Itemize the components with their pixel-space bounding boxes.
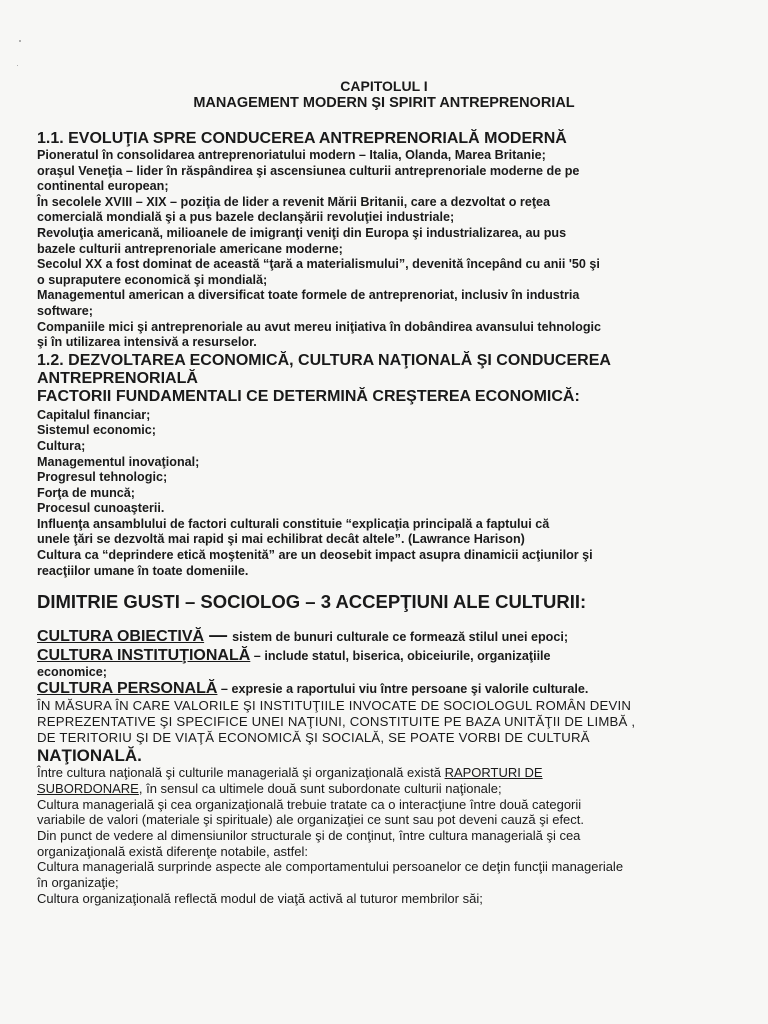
text-line: reacţiilor umane în toate domeniile. — [37, 563, 249, 578]
culture-personal-row — [37, 680, 727, 698]
text-line: Din punct de vedere al dimensiunilor structurale şi de conţinut, între cultura managerială şi cea — [37, 828, 581, 844]
list-item: Procesul cunoaşterii. — [37, 501, 165, 516]
text-line: continental european; — [37, 179, 169, 194]
culture-description: sistem de bunuri culturale ce formează stilul unei epoci; — [232, 630, 569, 645]
section-2-heading-line: 1.2. DEZVOLTAREA ECONOMICĂ, CULTURA NAŢIONALĂ ŞI CONDUCEREA — [37, 351, 611, 369]
text-line: oraşul Veneţia – lider în răspândirea şi ascensiunea culturii antreprenoriale moderne de pe — [37, 163, 580, 178]
text-line — [37, 781, 727, 797]
text-span: , în sensul ca ultimele două sunt subordonate culturii naţionale; — [138, 780, 502, 796]
text-line: Companiile mici şi antreprenoriale au avut mereu iniţiativa în dobândirea avansului tehnologic — [37, 319, 602, 334]
culture-objective-row — [37, 625, 727, 647]
text-line: variabile de valori (materiale şi spirituale) ale organizaţiei ce sunt sau pot deveni cauză şi efect. — [37, 812, 585, 828]
section-2-closing — [37, 517, 727, 579]
text-line: software; — [37, 303, 93, 318]
chapter-title: MANAGEMENT MODERN ŞI SPIRIT ANTREPRENORIAL — [193, 95, 575, 111]
culture-separator: — — [204, 625, 233, 646]
section-1-heading: 1.1. EVOLUŢIA SPRE CONDUCEREA ANTREPRENORIALĂ MODERNĂ — [37, 130, 567, 147]
scan-speck — [17, 65, 18, 66]
text-line: În secolele XVIII – XIX – poziţia de lider a revenit Mării Britanii, care a dezvoltat o reţea — [37, 194, 551, 209]
text-line: Cultura managerială şi cea organizaţională trebuie tratate ca o interacţiune între două categorii — [37, 796, 582, 812]
culture-title: CULTURA INSTITUŢIONALĂ — [37, 647, 251, 665]
culture-separator: – — [250, 649, 265, 664]
scan-speck — [19, 40, 21, 42]
underlined-phrase: SUBORDONARE — [37, 780, 139, 796]
culture-title: CULTURA PERSONALĂ — [37, 680, 218, 698]
culture-description: expresie a raportului viu între persoane şi valorile culturale. — [231, 682, 589, 697]
culture-separator: – — [217, 682, 232, 697]
text-line: comercială mondială şi a pus bazele declanşării revoluţiei industriale; — [37, 210, 455, 225]
text-line: o supraputere economică şi mondială; — [37, 272, 268, 287]
text-line: REPREZENTATIVE ŞI SPECIFICE UNEI NAŢIUNI, CONSTITUITE PE BAZA UNITĂŢII DE LIMBĂ , — [37, 714, 636, 730]
text-line: Cultura organizaţională reflectă modul de viaţă activă al tuturor membrilor săi; — [37, 890, 483, 906]
culture-title: CULTURA OBIECTIVĂ — [37, 628, 205, 646]
text-line: Managementul american a diversificat toate formele de antreprenoriat, inclusiv în industria — [37, 288, 580, 303]
list-item: Cultura; — [37, 438, 86, 453]
section-2-heading — [37, 352, 727, 406]
text-line: Cultura managerială surprinde aspecte ale comportamentului persoanelor ce deţin funcţii manageriale — [37, 859, 624, 875]
document-body — [37, 130, 727, 907]
text-span: Între cultura naţională şi culturile managerială şi organizaţională există — [37, 765, 445, 781]
text-line — [37, 765, 727, 781]
text-line: bazele culturii antreprenoriale americane moderne; — [37, 241, 343, 256]
chapter-header — [0, 78, 768, 112]
final-paragraphs — [37, 765, 727, 906]
factors-heading: FACTORII FUNDAMENTALI CE DETERMINĂ CREŞTEREA ECONOMICĂ: — [37, 387, 580, 405]
list-item: Forţa de muncă; — [37, 485, 135, 500]
gusti-heading: DIMITRIE GUSTI – SOCIOLOG – 3 ACCEPŢIUNI ALE CULTURII: — [37, 591, 587, 613]
list-item: Managementul inovaţional; — [37, 454, 200, 469]
text-line: DE TERITORIU ŞI DE VIAŢĂ ECONOMICĂ ŞI SOCIALĂ, SE POATE VORBI DE CULTURĂ — [37, 730, 590, 746]
text-line: ÎN MĂSURA ÎN CARE VALORILE ŞI INSTITUŢIILE INVOCATE DE SOCIOLOGUL ROMÂN DEVIN — [37, 698, 632, 714]
culture-description-cont: economice; — [37, 665, 107, 680]
list-item: Sistemul economic; — [37, 423, 156, 438]
text-line: în organizaţie; — [37, 875, 119, 891]
section-1-text — [37, 148, 727, 351]
culture-institutional-row — [37, 647, 727, 665]
underlined-phrase: RAPORTURI DE — [444, 765, 543, 781]
text-line: şi în utilizarea intensivă a resurselor. — [37, 335, 257, 350]
chapter-label: CAPITOLUL I — [340, 78, 428, 94]
text-line: Pioneratul în consolidarea antreprenoriatului modern – Italia, Olanda, Marea Britanie; — [37, 148, 546, 162]
list-item: Progresul tehnologic; — [37, 470, 168, 485]
list-item: Capitalul financiar; — [37, 407, 151, 422]
factors-list — [37, 408, 727, 517]
text-line: unele ţări se dezvoltă mai rapid şi mai echilibrat decât altele”. (Lawrance Harison) — [37, 532, 525, 547]
text-line: Secolul XX a fost dominat de această “ţară a materialismului”, devenită începând cu anii '50 şi — [37, 257, 600, 272]
national-culture-statement — [37, 698, 727, 746]
nationala-word: NAŢIONALĂ. — [37, 746, 142, 766]
text-line: Influenţa ansamblului de factori culturali constituie “explicaţia principală a faptului că — [37, 516, 550, 531]
section-2-heading-line: ANTREPRENORIALĂ — [37, 369, 198, 387]
culture-description: include statul, biserica, obiceiurile, organizaţiile — [264, 649, 551, 664]
text-line: organizaţională există diferenţe notabile, astfel: — [37, 843, 309, 859]
text-line: Cultura ca “deprindere etică moştenită” are un deosebit impact asupra dinamicii acţiunilor şi — [37, 548, 593, 563]
text-line: Revoluţia americană, milioanele de imigranţi veniţi din Europa şi industrializarea, au pus — [37, 225, 567, 240]
